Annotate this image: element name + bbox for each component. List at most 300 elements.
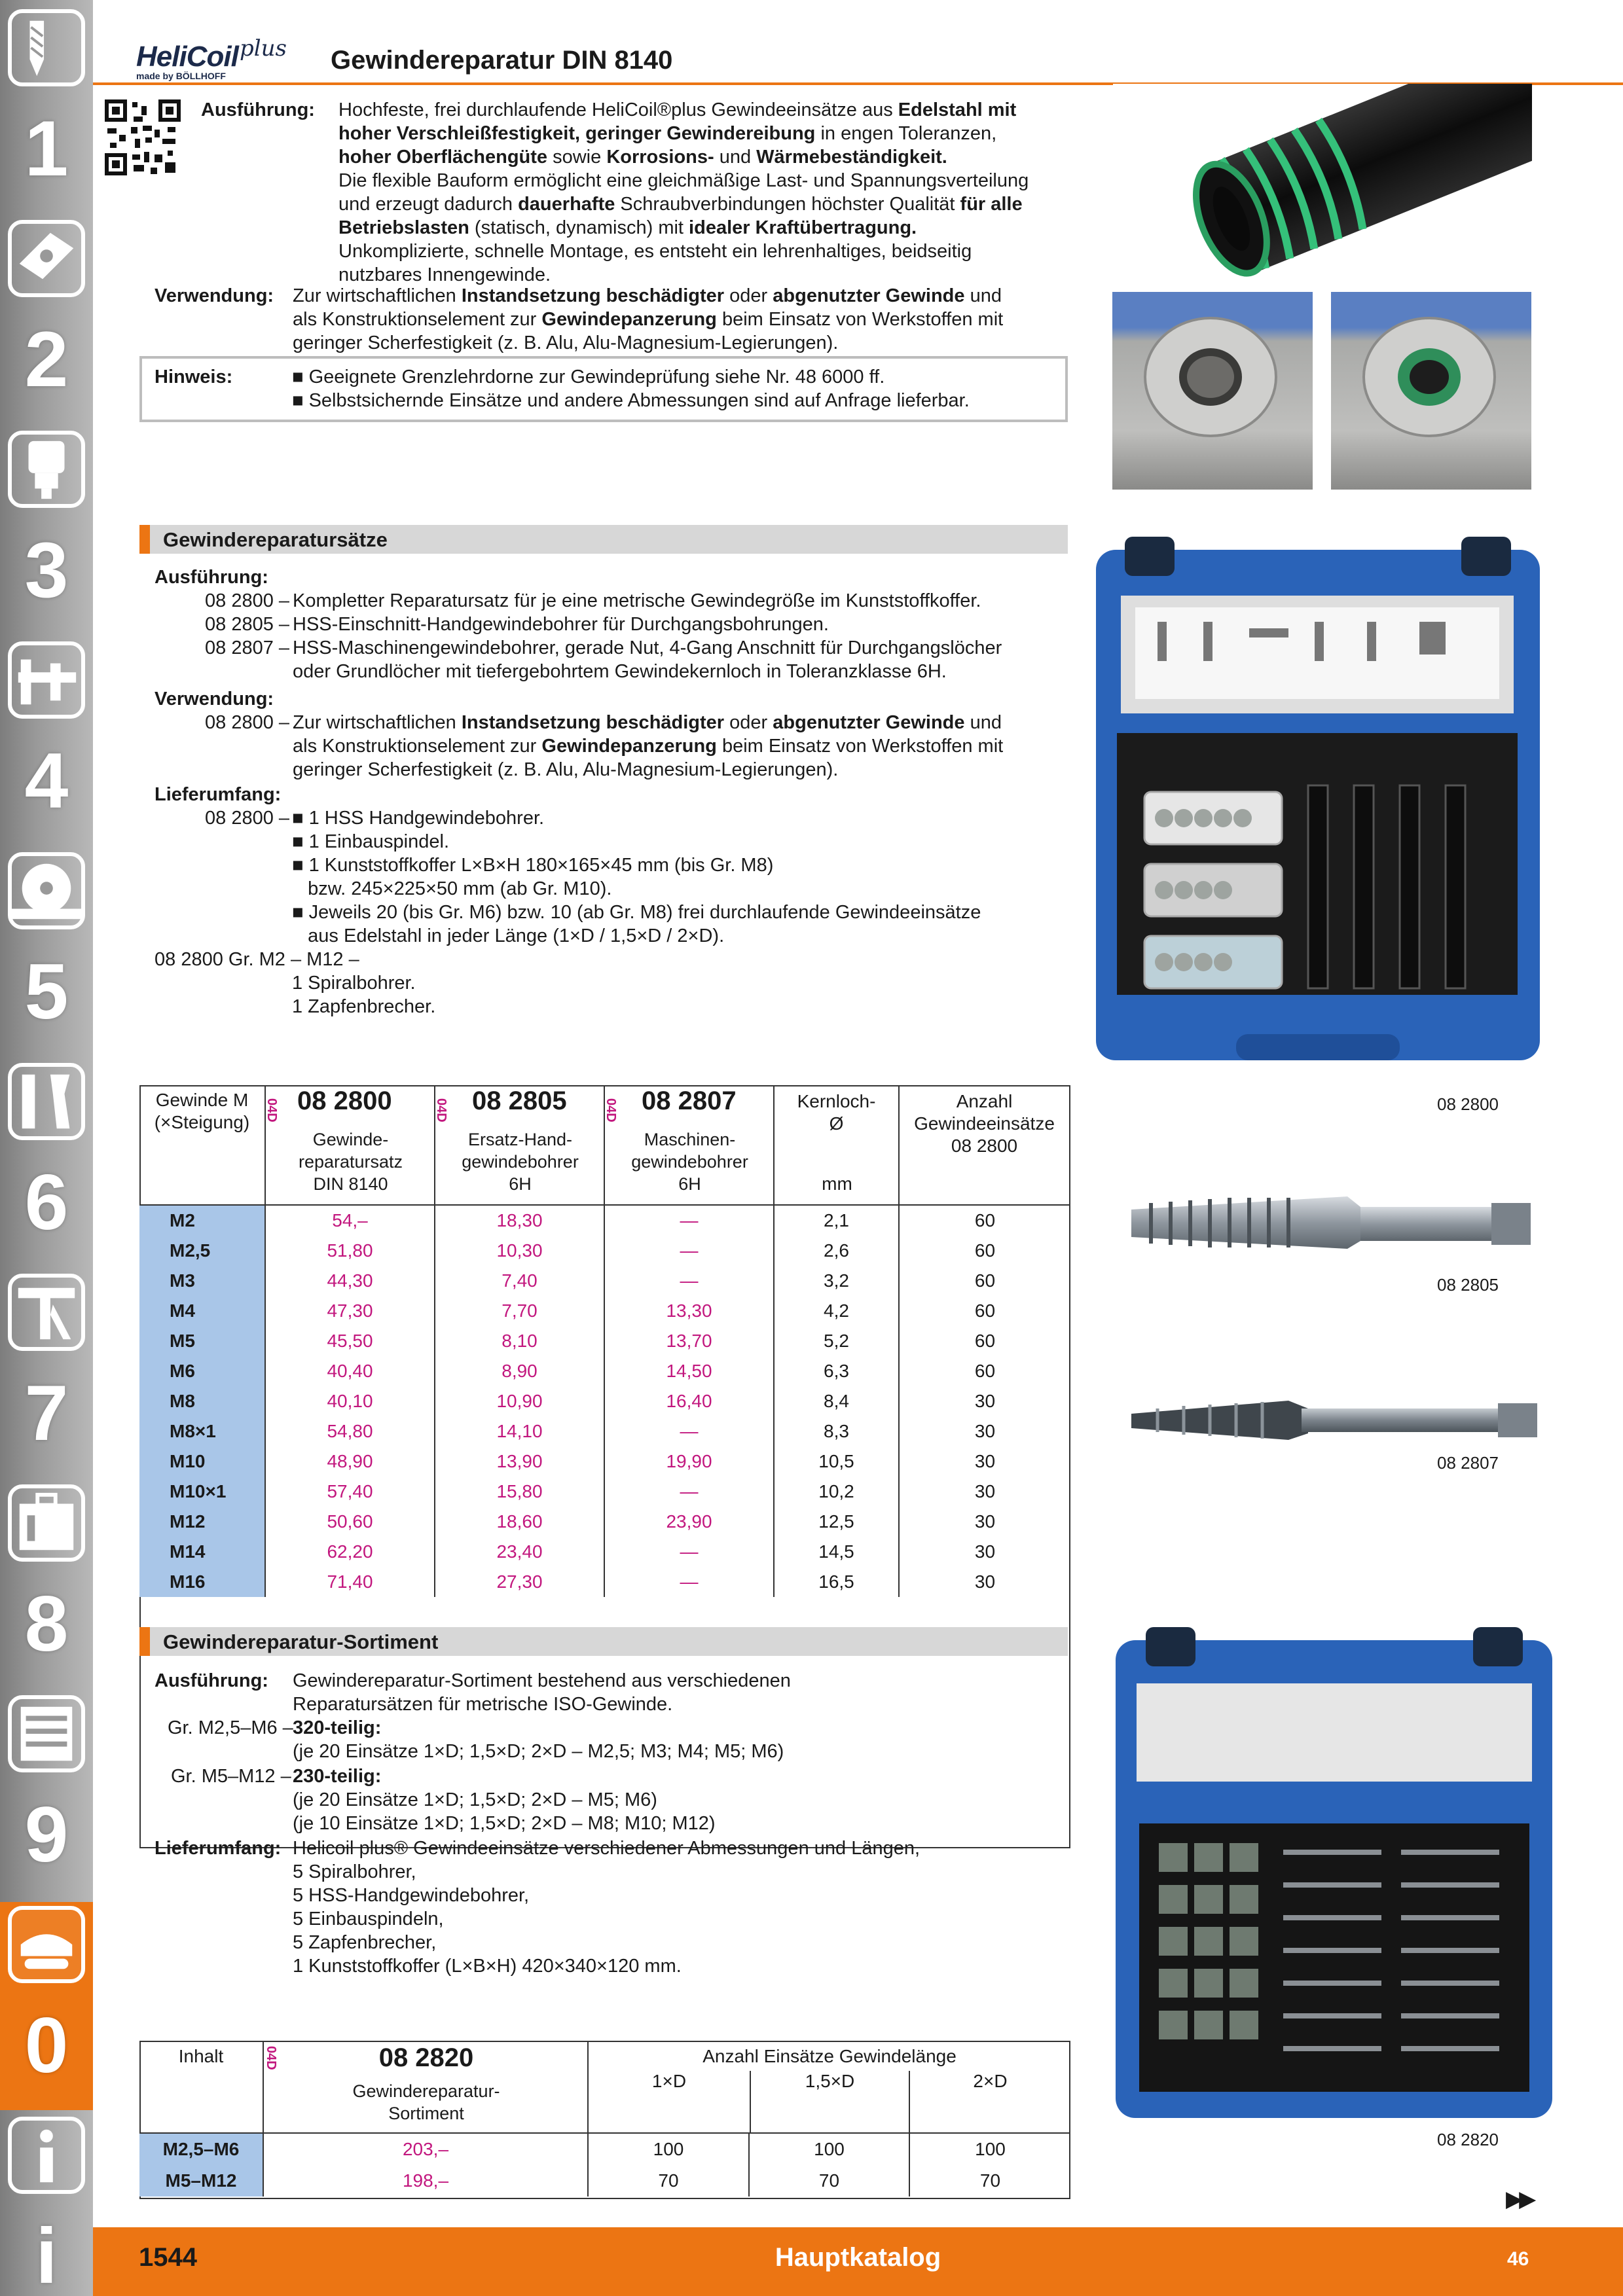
sets-verwendung-code: 08 2800 – xyxy=(205,712,290,733)
sidebar-tab-number: 3 xyxy=(24,526,69,614)
text-line xyxy=(293,734,1078,758)
sidebar-tab-8[interactable] xyxy=(5,1480,88,1689)
sidebar-tab-number: 0 xyxy=(24,2001,69,2089)
content-cell: M5–M12 xyxy=(139,2165,264,2197)
thread-size-cell: M16 xyxy=(139,1567,266,1597)
price-cell: 48,90 xyxy=(266,1446,435,1477)
value-cell: 16,5 xyxy=(775,1567,900,1597)
article-desc: Gewindereparatur- xyxy=(352,2081,500,2101)
list-item: ■ 1 HSS Handgewindebohrer. xyxy=(292,808,545,829)
price-cell: — xyxy=(605,1206,775,1236)
text-line xyxy=(338,122,1078,145)
table-row xyxy=(139,1567,1070,1597)
price-cell: — xyxy=(605,1236,775,1266)
table-row xyxy=(139,1296,1070,1326)
price-cell: 13,70 xyxy=(605,1326,775,1356)
article-desc: 6H xyxy=(678,1174,701,1194)
page-number: 1544 xyxy=(139,2243,197,2272)
hinweis-text: Geeignete Grenzlehrdorne zur Gewindeprüfung siehe Nr. 48 6000 ff. xyxy=(308,367,885,387)
value-cell: 2,1 xyxy=(775,1206,900,1236)
sets-extra-item: 1 Zapfenbrecher. xyxy=(292,996,436,1017)
sortiment-gr2-line: (je 10 Einsätze 1×D; 1,5×D; 2×D – M8; M10; M12) xyxy=(293,1813,716,1834)
price-cell: 14,50 xyxy=(605,1356,775,1386)
text-segment: als Konstruktionselement zur xyxy=(293,736,542,757)
damaged-thread-photo xyxy=(1112,292,1313,490)
table-row xyxy=(139,2134,1070,2165)
value-cell: 30 xyxy=(974,1571,996,1592)
bold-text: Instandsetzung beschädigter xyxy=(461,285,725,306)
value-cell: 30 xyxy=(974,1541,996,1562)
th-kern-l1: Kernloch- xyxy=(797,1091,876,1111)
ausfuehrung-text xyxy=(338,98,1078,287)
machine-tap-photo xyxy=(1125,1394,1544,1446)
text-segment: als Konstruktionselement zur xyxy=(293,309,542,330)
th-anzahl-title: Anzahl Einsätze Gewindelänge xyxy=(702,2046,957,2066)
table-row xyxy=(139,1416,1070,1446)
value-cell: 5,2 xyxy=(775,1326,900,1356)
price-cell: 14,10 xyxy=(435,1416,605,1446)
text-line xyxy=(293,758,1078,781)
text-segment: in engen Toleranzen, xyxy=(815,123,997,144)
bold-text: Gewindepanzerung xyxy=(541,309,717,330)
repaired-thread-photo xyxy=(1331,292,1531,490)
text-segment: Schraubverbindungen höchster Qualität xyxy=(615,194,960,215)
sortiment-line: Gewindereparatur-Sortiment bestehend aus verschiedenen xyxy=(293,1670,791,1691)
price-cell: 16,40 xyxy=(605,1386,775,1416)
value-cell: 30 xyxy=(974,1421,996,1441)
price-cell: 8,90 xyxy=(435,1356,605,1386)
text-line xyxy=(338,145,1078,169)
tag-04d: 04D xyxy=(264,1098,279,1122)
tag-04d: 04D xyxy=(264,2046,278,2070)
value-cell: 8,4 xyxy=(775,1386,900,1416)
text-segment: Hochfeste, frei durchlaufende HeliCoil®plus Gewindeeinsätze aus xyxy=(338,99,898,120)
table-row xyxy=(139,1477,1070,1507)
sets-lieferumfang-list xyxy=(292,806,1078,948)
value-cell: 60 xyxy=(974,1300,996,1321)
sidebar-tab-2[interactable] xyxy=(5,216,88,424)
price-cell: 40,40 xyxy=(266,1356,435,1386)
sets-verwendung-label: Verwendung: xyxy=(155,689,274,709)
sets-extra-code: 08 2800 Gr. M2 – M12 – xyxy=(155,949,359,970)
thread-size-cell: M10 xyxy=(139,1446,266,1477)
bold-text: Edelstahl mit xyxy=(898,99,1017,120)
table-body xyxy=(139,1206,1070,1597)
section-title: Gewindereparatur-Sortiment xyxy=(163,1630,439,1653)
th-anzahl-l1: Anzahl xyxy=(956,1091,1013,1111)
th-inhalt: Inhalt xyxy=(139,2041,264,2132)
sidebar-tab-1[interactable] xyxy=(5,5,88,213)
helicoil-insert-photo xyxy=(1113,84,1532,280)
sidebar-tab-number: 2 xyxy=(24,315,69,403)
thread-size-cell: M3 xyxy=(139,1266,266,1296)
text-segment: oder xyxy=(724,285,773,306)
price-cell: 18,30 xyxy=(435,1206,605,1236)
caption-082807: 08 2807 xyxy=(1437,1453,1499,1473)
text-line xyxy=(338,263,1078,287)
footer-bar xyxy=(93,2227,1623,2296)
value-cell: 3,2 xyxy=(775,1266,900,1296)
value-cell: 70 xyxy=(750,2165,910,2197)
item-text: HSS-Maschinengewindebohrer, gerade Nut, 4-Gang Anschnitt für Durchgangslöcher xyxy=(293,637,1002,658)
value-cell: 60 xyxy=(974,1331,996,1351)
table-row xyxy=(139,1386,1070,1416)
item-code: 08 2807 – xyxy=(205,637,290,658)
text-line xyxy=(338,216,1078,240)
th-kern-unit: mm xyxy=(822,1174,852,1194)
sidebar-tab-number: 4 xyxy=(24,737,69,825)
th-082820 xyxy=(264,2041,589,2132)
item-text: oder Grundlöcher mit tiefergebohrtem Gewindekernloch in Toleranzklasse 6H. xyxy=(293,661,947,682)
logo-plus: plus xyxy=(240,35,287,62)
text-segment: Die flexible Bauform ermöglicht eine gleichmäßige Last- und Spannungsverteilung xyxy=(338,170,1029,191)
article-number: 08 2820 xyxy=(378,2043,474,2072)
value-cell: 12,5 xyxy=(775,1507,900,1537)
article-desc: 6H xyxy=(509,1174,532,1194)
bold-text: abgenutzter Gewinde xyxy=(773,285,965,306)
tag-04d: 04D xyxy=(604,1098,618,1122)
article-desc: reparatursatz xyxy=(298,1152,403,1172)
caliper-icon xyxy=(8,641,85,719)
list-item: ■ Jeweils 20 (bis Gr. M6) bzw. 10 (ab Gr. M8) frei durchlaufende Gewindeeinsätze xyxy=(292,902,981,923)
bold-text: idealer Kraftübertragung. xyxy=(689,217,917,238)
value-cell: 60 xyxy=(974,1210,996,1230)
assortment-case-photo xyxy=(1113,1627,1555,2125)
table-row xyxy=(139,1507,1070,1537)
th-082805 xyxy=(435,1085,605,1204)
th-kern-l2: Ø xyxy=(829,1113,844,1134)
sortiment-gr2-line: (je 20 Einsätze 1×D; 1,5×D; 2×D – M5; M6) xyxy=(293,1789,657,1810)
thread-size-cell: M5 xyxy=(139,1326,266,1356)
text-line xyxy=(338,169,1078,192)
sets-lieferumfang-label: Lieferumfang: xyxy=(155,784,282,805)
insert-icon xyxy=(8,220,85,297)
safety-icon xyxy=(8,1906,85,1983)
article-desc: Ersatz-Hand- xyxy=(467,1130,573,1149)
table-row xyxy=(139,1446,1070,1477)
page-title: Gewindereparatur DIN 8140 xyxy=(331,46,673,75)
sidebar-tab-6[interactable] xyxy=(5,1059,88,1267)
price-cell: 23,40 xyxy=(435,1537,605,1567)
price-cell: — xyxy=(605,1416,775,1446)
repair-kit-case-photo xyxy=(1092,537,1544,1073)
bold-text: Instandsetzung beschädigter xyxy=(461,712,725,733)
price-cell: 7,70 xyxy=(435,1296,605,1326)
value-cell: 60 xyxy=(974,1270,996,1291)
heading-accent-bar xyxy=(139,1627,150,1656)
list-item: ■ 1 Einbauspindel. xyxy=(292,831,450,852)
value-cell: 70 xyxy=(979,2170,1001,2191)
text-segment: nutzbares Innengewinde. xyxy=(338,264,551,285)
pliers-icon xyxy=(8,1274,85,1351)
text-segment: oder xyxy=(724,712,773,733)
sidebar-tab-number: 6 xyxy=(24,1158,69,1246)
verwendung-label: Verwendung: xyxy=(155,285,274,306)
footer-title: Hauptkatalog xyxy=(775,2243,941,2272)
price-cell: 203,– xyxy=(264,2134,589,2165)
price-cell: 8,10 xyxy=(435,1326,605,1356)
price-cell: 13,30 xyxy=(605,1296,775,1326)
table-row xyxy=(139,1356,1070,1386)
thread-size-cell: M10×1 xyxy=(139,1477,266,1507)
th-sub: 1×D xyxy=(651,2071,687,2091)
th-gewinde-l2: (×Steigung) xyxy=(154,1112,250,1132)
th-anzahl-einsaetze xyxy=(589,2041,1070,2132)
value-cell: 30 xyxy=(974,1451,996,1471)
heading-accent-bar xyxy=(139,525,150,554)
sortiment-ausfuehrung-label: Ausführung: xyxy=(155,1670,268,1691)
price-cell: 10,90 xyxy=(435,1386,605,1416)
value-cell: 30 xyxy=(974,1511,996,1532)
section-title: Gewindereparatursätze xyxy=(163,528,388,551)
ausfuehrung-label: Ausführung: xyxy=(201,99,315,120)
sidebar-tab-3[interactable] xyxy=(5,427,88,635)
article-number: 08 2807 xyxy=(642,1086,737,1115)
saw-blade-icon xyxy=(8,852,85,929)
price-cell: 18,60 xyxy=(435,1507,605,1537)
bold-text: hoher Verschleißfestigkeit, geringer Gewindereibung xyxy=(338,123,816,144)
price-cell: — xyxy=(605,1567,775,1597)
article-desc: Gewinde- xyxy=(312,1130,389,1149)
thread-size-cell: M2 xyxy=(139,1206,266,1236)
sidebar-tab-i[interactable] xyxy=(5,2113,88,2296)
bold-text: abgenutzter Gewinde xyxy=(773,712,965,733)
price-cell: 71,40 xyxy=(266,1567,435,1597)
sortiment-line: Reparatursätzen für metrische ISO-Gewinde. xyxy=(293,1694,673,1715)
sortiment-gr1-line: (je 20 Einsätze 1×D; 1,5×D; 2×D – M2,5; M3; M4; M5; M6) xyxy=(293,1741,784,1762)
sets-lieferumfang-code: 08 2800 – xyxy=(205,808,290,829)
value-cell: 100 xyxy=(975,2139,1006,2159)
drill-bit-icon xyxy=(8,9,85,86)
sidebar-tab-number: 7 xyxy=(24,1369,69,1457)
thread-size-cell: M2,5 xyxy=(139,1236,266,1266)
sidebar-tab-0[interactable] xyxy=(0,1902,93,2110)
price-cell: 19,90 xyxy=(605,1446,775,1477)
article-number: 08 2800 xyxy=(297,1086,392,1115)
caption-082805: 08 2805 xyxy=(1437,1275,1499,1295)
helicoil-logo xyxy=(136,35,306,81)
price-cell: 57,40 xyxy=(266,1477,435,1507)
price-cell: 44,30 xyxy=(266,1266,435,1296)
text-segment: und xyxy=(714,147,757,168)
bold-text: Gewindepanzerung xyxy=(541,736,717,757)
bold-text: dauerhafte xyxy=(518,194,615,215)
sortiment-gr1-title: 320-teilig: xyxy=(293,1717,382,1738)
value-cell: 6,3 xyxy=(775,1356,900,1386)
footer-right-number: 46 xyxy=(1507,2248,1529,2270)
list-item: 1 Kunststoffkoffer (L×B×H) 420×340×120 mm. xyxy=(293,1956,682,1977)
thread-size-cell: M12 xyxy=(139,1507,266,1537)
cabinet-icon xyxy=(8,1695,85,1772)
bold-text: für alle xyxy=(960,194,1023,215)
item-code: 08 2805 – xyxy=(205,614,290,635)
toolbox-icon xyxy=(8,1484,85,1562)
list-row xyxy=(155,613,1071,636)
sortiment-gr2-code: Gr. M5–M12 – xyxy=(171,1766,291,1787)
chapter-sidebar xyxy=(0,0,93,2296)
chuck-icon xyxy=(8,431,85,508)
list-item: 5 HSS-Handgewindebohrer, xyxy=(293,1885,530,1906)
table-row xyxy=(139,1326,1070,1356)
thread-size-cell: M4 xyxy=(139,1296,266,1326)
list-row xyxy=(155,660,1071,683)
sidebar-tab-4[interactable] xyxy=(5,637,88,846)
text-line xyxy=(338,240,1078,263)
price-cell: 62,20 xyxy=(266,1537,435,1567)
price-cell: 198,– xyxy=(264,2165,589,2197)
th-082800 xyxy=(266,1085,435,1204)
text-line xyxy=(293,308,1078,331)
value-cell: 100 xyxy=(750,2134,910,2165)
next-page-arrow-icon[interactable]: ▶▶ xyxy=(1506,2187,1533,2212)
sets-ausfuehrung-list xyxy=(155,589,1071,683)
bold-text: Betriebslasten xyxy=(338,217,469,238)
value-cell: 10,2 xyxy=(775,1477,900,1507)
price-cell: 13,90 xyxy=(435,1446,605,1477)
list-item: bzw. 245×225×50 mm (ab Gr. M10). xyxy=(292,878,612,899)
th-anzahl-l2: Gewindeeinsätze xyxy=(914,1113,1055,1134)
text-line xyxy=(338,192,1078,216)
hinweis-label: Hinweis: xyxy=(155,367,233,387)
sortiment-gr1-code: Gr. M2,5–M6 – xyxy=(168,1717,293,1738)
thread-size-cell: M8 xyxy=(139,1386,266,1416)
hand-tap-photo xyxy=(1125,1183,1544,1262)
list-item: 5 Zapfenbrecher, xyxy=(293,1932,437,1953)
price-cell: — xyxy=(605,1477,775,1507)
article-desc: Sortiment xyxy=(388,2104,464,2123)
sets-verwendung-text xyxy=(293,711,1078,781)
article-desc: Maschinen- xyxy=(644,1130,736,1149)
th-kernloch xyxy=(775,1085,900,1204)
text-line xyxy=(293,711,1078,734)
price-cell: — xyxy=(605,1537,775,1567)
sortiment-lieferumfang-list xyxy=(293,1837,920,1978)
text-line xyxy=(293,284,1078,308)
hinweis-text: Selbstsichernde Einsätze und andere Abmessungen sind auf Anfrage lieferbar. xyxy=(308,390,970,411)
text-segment: und erzeugt dadurch xyxy=(338,194,519,215)
thread-size-cell: M8×1 xyxy=(139,1416,266,1446)
price-cell: 7,40 xyxy=(435,1266,605,1296)
table-row xyxy=(139,2165,1070,2197)
price-cell: 45,50 xyxy=(266,1326,435,1356)
value-cell: 70 xyxy=(589,2165,750,2197)
sidebar-tab-5[interactable] xyxy=(5,848,88,1056)
list-item: 5 Spiralbohrer, xyxy=(293,1861,416,1882)
value-cell: 4,2 xyxy=(775,1296,900,1326)
table-row xyxy=(139,1537,1070,1567)
price-cell: 27,30 xyxy=(435,1567,605,1597)
hinweis-item-2: ■ Selbstsichernde Einsätze und andere Abmessungen sind auf Anfrage lieferbar. xyxy=(292,390,970,411)
value-cell: 100 xyxy=(589,2134,750,2165)
table-row xyxy=(139,1236,1070,1266)
bold-text: hoher Oberflächengüte xyxy=(338,147,548,168)
section-heading-sets xyxy=(139,525,1068,554)
article-desc: gewindebohrer xyxy=(631,1152,748,1172)
value-cell: 10,5 xyxy=(775,1446,900,1477)
sortiment-gr2-title: 230-teilig: xyxy=(293,1766,382,1787)
text-segment: beim Einsatz von Werkstoffen mit xyxy=(716,736,1004,757)
table-body xyxy=(139,2134,1070,2197)
text-segment: beim Einsatz von Werkstoffen mit xyxy=(716,309,1004,330)
hinweis-item-1: ■ Geeignete Grenzlehrdorne zur Gewindeprüfung siehe Nr. 48 6000 ff. xyxy=(292,367,885,387)
list-item: ■ 1 Kunststoffkoffer L×B×H 180×165×45 mm (bis Gr. M8) xyxy=(292,855,774,876)
value-cell: 30 xyxy=(974,1391,996,1411)
item-code: 08 2800 – xyxy=(205,590,290,611)
text-segment: geringer Scherfestigkeit (z. B. Alu, Alu-Magnesium-Legierungen). xyxy=(293,759,839,780)
value-cell: 2,6 xyxy=(775,1236,900,1266)
content-cell: M2,5–M6 xyxy=(139,2134,264,2165)
bold-text: Korrosions- xyxy=(606,147,714,168)
qr-code-icon xyxy=(105,99,181,175)
logo-text: HeliCoil xyxy=(136,41,238,73)
sidebar-tab-number: 1 xyxy=(24,105,69,192)
price-cell: 40,10 xyxy=(266,1386,435,1416)
price-cell: 23,90 xyxy=(605,1507,775,1537)
text-line xyxy=(293,331,1078,355)
item-text: Kompletter Reparatursatz für je eine metrische Gewindegröße im Kunststoffkoffer. xyxy=(293,590,981,611)
logo-sub: made by BÖLLHOFF xyxy=(136,71,226,81)
text-line xyxy=(338,98,1078,122)
value-cell: 14,5 xyxy=(775,1537,900,1567)
price-cell: 47,30 xyxy=(266,1296,435,1326)
price-cell: 51,80 xyxy=(266,1236,435,1266)
item-text: HSS-Einschnitt-Handgewindebohrer für Durchgangsbohrungen. xyxy=(293,614,829,635)
sortiment-lieferumfang-label: Lieferumfang: xyxy=(155,1838,282,1859)
sidebar-tab-number: 5 xyxy=(24,948,69,1035)
tag-04d: 04D xyxy=(434,1098,448,1122)
th-sub-cell xyxy=(750,2071,910,2132)
article-number: 08 2805 xyxy=(472,1086,567,1115)
sets-extra-item: 1 Spiralbohrer. xyxy=(292,973,416,994)
text-segment: und xyxy=(964,285,1002,306)
verwendung-text xyxy=(293,284,1078,355)
caption-082820: 08 2820 xyxy=(1437,2130,1499,2149)
table-row xyxy=(139,1266,1070,1296)
price-cell: 50,60 xyxy=(266,1507,435,1537)
sidebar-tab-number: 9 xyxy=(24,1791,69,1878)
value-cell: 30 xyxy=(974,1481,996,1501)
info-icon xyxy=(8,2117,85,2194)
list-item: 5 Einbauspindeln, xyxy=(293,1909,444,1929)
bold-text: Wärmebeständigkeit. xyxy=(756,147,947,168)
table-row xyxy=(139,1206,1070,1236)
text-segment: und xyxy=(964,712,1002,733)
th-gewinde xyxy=(139,1085,266,1204)
price-cell: 10,30 xyxy=(435,1236,605,1266)
th-sub: 1,5×D xyxy=(805,2071,855,2091)
price-cell: 15,80 xyxy=(435,1477,605,1507)
th-gewinde-l1: Gewinde M xyxy=(155,1090,249,1110)
th-sub: 2×D xyxy=(973,2071,1008,2091)
text-segment: geringer Scherfestigkeit (z. B. Alu, Alu-Magnesium-Legierungen). xyxy=(293,332,839,353)
price-cell: 54,80 xyxy=(266,1416,435,1446)
caption-082800: 08 2800 xyxy=(1437,1094,1499,1114)
sidebar-tab-number: 8 xyxy=(24,1580,69,1668)
list-row xyxy=(155,589,1071,613)
section-heading-sortiment xyxy=(139,1627,1068,1656)
sidebar-tab-number: i xyxy=(35,2212,58,2296)
th-anzahl-l3: 08 2800 xyxy=(951,1136,1018,1156)
text-segment: (statisch, dynamisch) mit xyxy=(469,217,689,238)
value-cell: 60 xyxy=(974,1240,996,1261)
list-item: Helicoil plus® Gewindeeinsätze verschiedener Abmessungen und Längen, xyxy=(293,1838,921,1859)
sidebar-tab-7[interactable] xyxy=(5,1270,88,1478)
sidebar-tab-9[interactable] xyxy=(5,1691,88,1899)
list-row xyxy=(155,636,1071,660)
value-cell: 60 xyxy=(974,1361,996,1381)
thread-size-cell: M6 xyxy=(139,1356,266,1386)
thread-size-cell: M14 xyxy=(139,1537,266,1567)
